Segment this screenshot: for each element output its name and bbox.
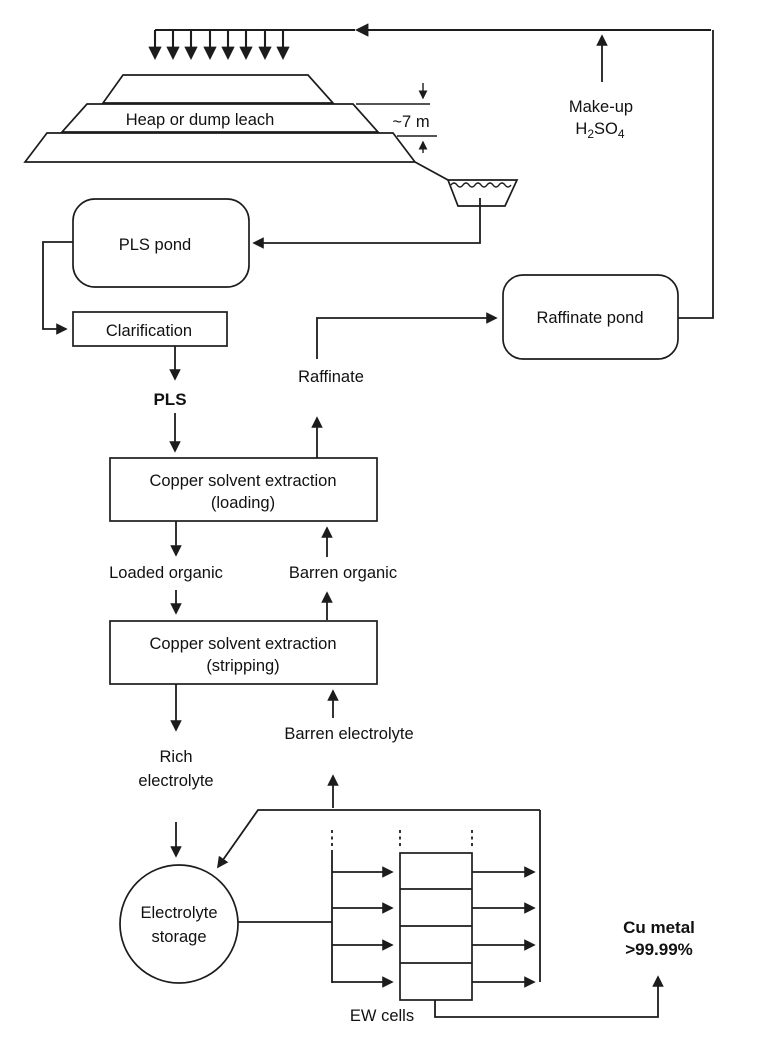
makeup-acid-label-line1: Make-up bbox=[568, 98, 634, 116]
sx-stripping-label-line2: (stripping) bbox=[206, 657, 280, 675]
collection-launder-shape bbox=[448, 180, 517, 206]
pls-pond-label: PLS pond bbox=[118, 236, 192, 254]
rich-electrolyte-label-line1: Rich bbox=[159, 748, 193, 766]
electrolyte-storage-shape bbox=[120, 865, 238, 983]
pls-stream-label: PLS bbox=[153, 390, 187, 409]
heap-lift-bottom bbox=[25, 133, 415, 162]
electrolyte-storage-label-line2: storage bbox=[151, 928, 207, 946]
cu-metal-label-line1: Cu metal bbox=[623, 918, 695, 937]
clarification-label: Clarification bbox=[105, 322, 193, 340]
rich-electrolyte-label-line2: electrolyte bbox=[138, 772, 214, 790]
heap-label: Heap or dump leach bbox=[125, 111, 275, 129]
flow-raffinate-to-pond bbox=[317, 318, 496, 359]
sx-loading-label-line1: Copper solvent extraction bbox=[149, 472, 337, 490]
heap-drain-line bbox=[415, 162, 448, 180]
flow-launder-to-pls-pond bbox=[254, 198, 480, 243]
solvent-extraction-section bbox=[109, 458, 397, 684]
barren-organic-label: Barren organic bbox=[288, 564, 398, 582]
electrolyte-storage-label-line1: Electrolyte bbox=[140, 904, 218, 922]
loaded-organic-label: Loaded organic bbox=[109, 564, 223, 582]
makeup-acid-section bbox=[569, 36, 633, 141]
cu-metal-label-line2: >99.99% bbox=[625, 940, 693, 959]
sprinkler-arrows bbox=[155, 30, 283, 58]
flow-ew-return-to-storage bbox=[218, 810, 540, 867]
heap-lift-top bbox=[103, 75, 333, 103]
flow-raffinate-recycle-riser bbox=[678, 30, 713, 318]
ew-cells-section bbox=[332, 810, 695, 1025]
raffinate-section bbox=[298, 30, 713, 458]
makeup-acid-formula: $H_2SO_4$ bbox=[575, 120, 625, 141]
raffinate-pond-label: Raffinate pond bbox=[536, 309, 644, 327]
pls-section bbox=[43, 199, 249, 451]
ew-cells-label: EW cells bbox=[349, 1007, 415, 1025]
electrolyte-section bbox=[120, 684, 540, 983]
raffinate-stream-label: Raffinate bbox=[298, 368, 364, 386]
sx-stripping-label-line1: Copper solvent extraction bbox=[149, 635, 337, 653]
flow-pond-to-clarification bbox=[43, 242, 73, 329]
sx-loading-label-line2: (loading) bbox=[210, 494, 276, 512]
heap-height-label: ~7 m bbox=[392, 113, 430, 131]
barren-electrolyte-label: Barren electrolyte bbox=[284, 725, 414, 743]
